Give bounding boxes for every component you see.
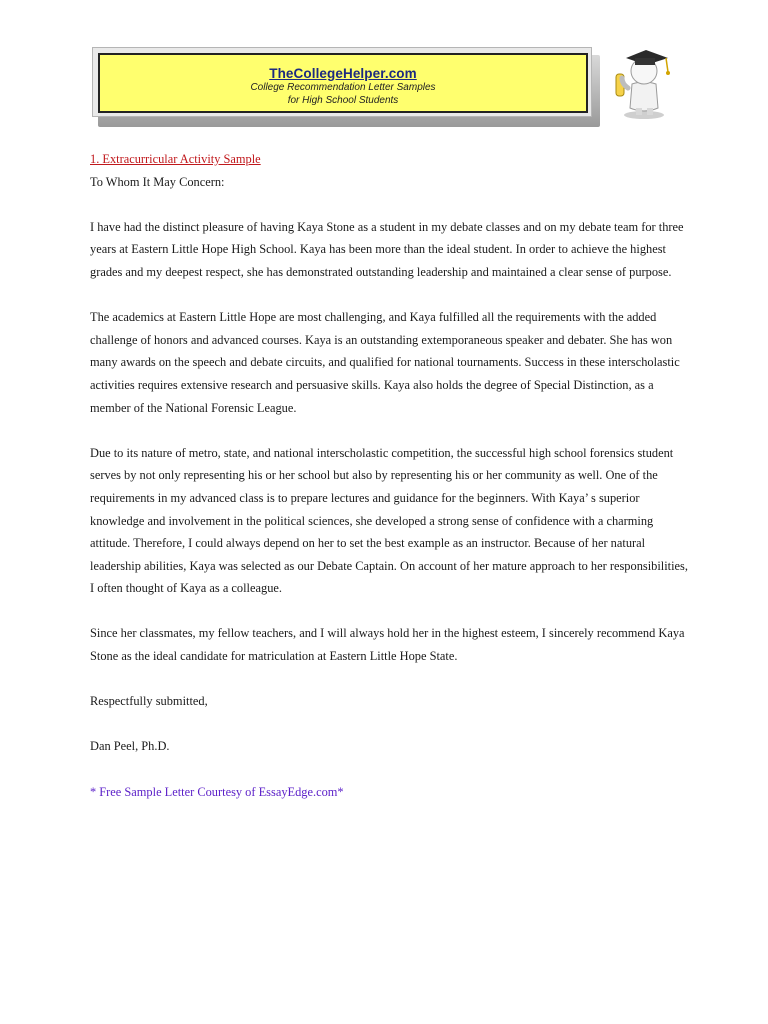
salutation: To Whom It May Concern: [90,174,225,189]
signature: Dan Peel, Ph.D. [90,739,170,754]
letter-paragraph-4: Since her classmates, my fellow teachers, and I will always hold her in the highest esteem, I sincerely recommend Kaya Stone as the ideal candidate for matriculation at Eastern Little Hope State. [90,626,685,664]
banner-box [98,53,588,113]
banner-frame [92,47,592,117]
banner-subtitle-line-1: College Recommendation Letter Samples [250,82,436,93]
letter-paragraph-2: The academics at Eastern Little Hope are most challenging, and Kaya fulfilled all the requirements with the added challenge of honors and advanced courses. Kaya is an outstanding extemporaneous speaker and debater. She has won many awards on the speech and debate circuits, and qualified for national tournaments. Success in these interscholastic activities requires extensive research and persuasive skills. Kaya also holds the degree of Special Distinction, as a member of the National Forensic League. [90,310,680,415]
letter-paragraph-1: I have had the distinct pleasure of having Kaya Stone as a student in my debate classes and on my debate team for three years at Eastern Little Hope High School. Kaya has been more than the ideal student. In order to achieve the highest grades and my deepest respect, she has demonstrated outstanding leadership and maintained a clear sense of purpose. [90,219,684,279]
closing: Respectfully submitted, [90,694,208,709]
site-header-banner [92,47,596,123]
site-name-link[interactable]: TheCollegeHelper.com [269,66,417,81]
letter-paragraph-3: Due to its nature of metro, state, and national interscholastic competition, the successful high school forensics student serves by not only representing his or her school but also by representing his or her community as well. One of the requirements in my advanced class is to prepare lectures and guidance for the beginners. With Kaya’ s superior knowledge and involvement in the political sciences, she developed a strong sense of confidence with a charming attitude. Therefore, I could always depend on her to set the best example as an instructor. Because of her natural leadership abilities, Kaya was selected as our Debate Captain. On account of her mature approach to her responsibilities, I often thought of Kaya as a colleague. [90,445,688,596]
courtesy-note: * Free Sample Letter Courtesy of EssayEdge.com* [90,784,344,799]
graduate-mascot-icon [608,44,678,120]
banner-subtitle-line-2: for High School Students [287,95,399,106]
letter-body [90,148,690,826]
section-title: 1. Extracurricular Activity Sample [90,152,261,166]
